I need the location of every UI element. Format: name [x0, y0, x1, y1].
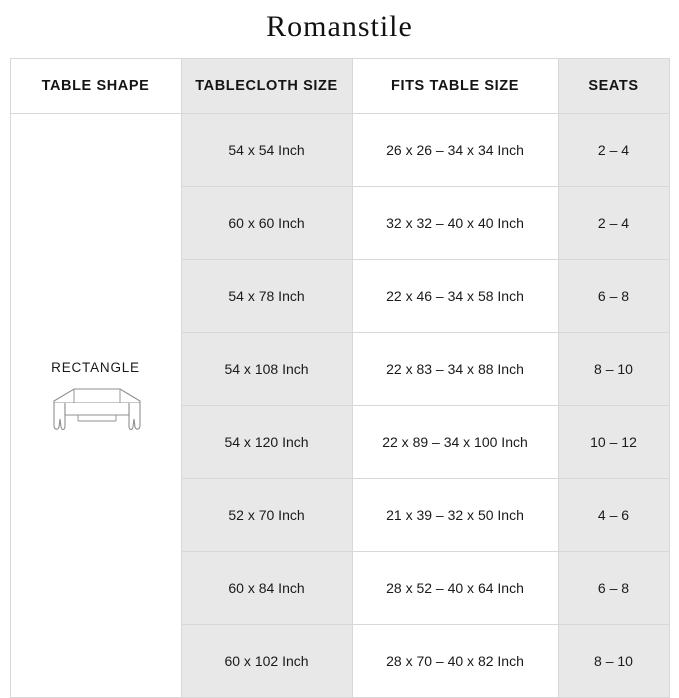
cell-tablecloth-size: 54 x 120 Inch [181, 406, 352, 479]
column-header-fits-table-size: FITS TABLE SIZE [352, 59, 558, 114]
table-header-row [10, 59, 669, 114]
cell-tablecloth-size: 54 x 54 Inch [181, 114, 352, 187]
cell-seats: 2 – 4 [558, 114, 669, 187]
column-header-seats: SEATS [558, 59, 669, 114]
cell-seats: 2 – 4 [558, 187, 669, 260]
table-header [10, 59, 669, 114]
cell-seats: 6 – 8 [558, 260, 669, 333]
cell-tablecloth-size: 60 x 102 Inch [181, 625, 352, 698]
column-header-tablecloth-size: TABLECLOTH SIZE [181, 59, 352, 114]
shape-label: RECTANGLE [51, 359, 140, 375]
cell-tablecloth-size: 52 x 70 Inch [181, 479, 352, 552]
table-body [10, 114, 669, 698]
cell-fits-table-size: 32 x 32 – 40 x 40 Inch [352, 187, 558, 260]
cell-seats: 4 – 6 [558, 479, 669, 552]
cell-seats: 6 – 8 [558, 552, 669, 625]
cell-seats: 10 – 12 [558, 406, 669, 479]
cell-seats: 8 – 10 [558, 625, 669, 698]
cell-tablecloth-size: 54 x 108 Inch [181, 333, 352, 406]
size-chart-table [10, 58, 670, 698]
cell-tablecloth-size: 54 x 78 Inch [181, 260, 352, 333]
cell-fits-table-size: 22 x 89 – 34 x 100 Inch [352, 406, 558, 479]
cell-fits-table-size: 28 x 52 – 40 x 64 Inch [352, 552, 558, 625]
cell-seats: 8 – 10 [558, 333, 669, 406]
cell-fits-table-size: 21 x 39 – 32 x 50 Inch [352, 479, 558, 552]
cell-tablecloth-size: 60 x 84 Inch [181, 552, 352, 625]
cell-fits-table-size: 22 x 83 – 34 x 88 Inch [352, 333, 558, 406]
brand-title: Romanstile [266, 10, 413, 43]
cell-tablecloth-size: 60 x 60 Inch [181, 187, 352, 260]
shape-cell-rectangle [10, 114, 181, 698]
cell-fits-table-size: 26 x 26 – 34 x 34 Inch [352, 114, 558, 187]
rectangle-tablecloth-icon [44, 385, 148, 452]
column-header-table-shape: TABLE SHAPE [10, 59, 181, 114]
cell-fits-table-size: 22 x 46 – 34 x 58 Inch [352, 260, 558, 333]
cell-fits-table-size: 28 x 70 – 40 x 82 Inch [352, 625, 558, 698]
table-row [10, 114, 669, 187]
